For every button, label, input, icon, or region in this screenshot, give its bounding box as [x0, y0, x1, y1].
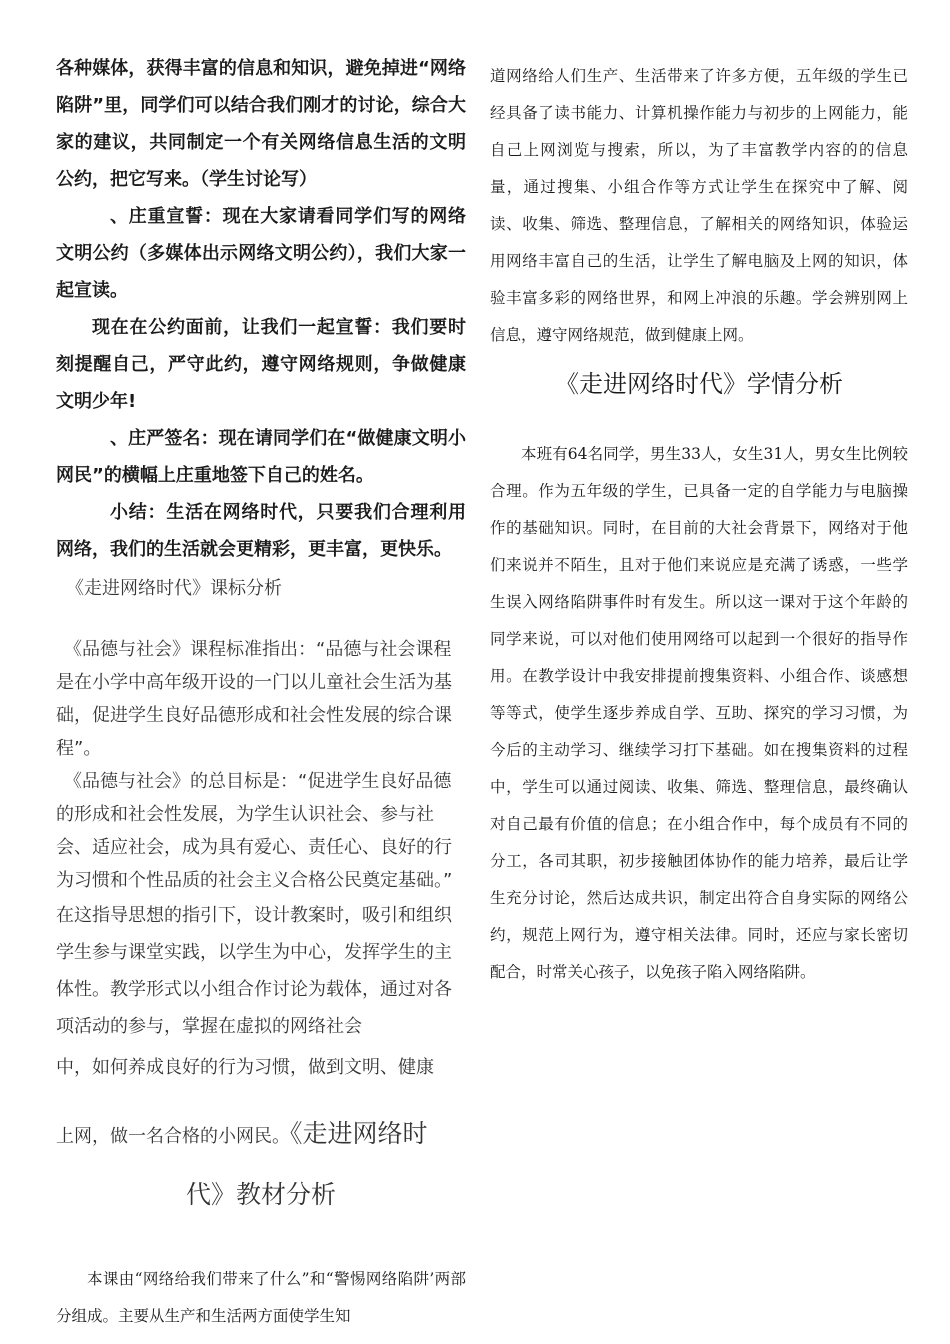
kebiao-paragraph-3-end: 上网，做一名合格的小网民。《走进网络时: [56, 1119, 428, 1148]
jiaocai-title-cont: 代》教材分析: [185, 1180, 336, 1209]
xueqing-title: 《走进网络时代》学情分析: [555, 370, 843, 398]
right-column: [490, 0, 908, 991]
paragraph-convention: 各种媒体，获得丰富的信息和知识，避免掉进“网络陷阱”里，同学们可以结合我们刚才的讨论，综合大家的建议，共同制定一个有关网络信息生活的文明公约，把它写来。（学生讨论写）: [56, 58, 466, 190]
jiaocai-paragraph: 本课由“网络给我们带来了什么”和“警惕网络陷阱’两部分组成。主要从生产和生活两方面使学生知: [56, 1270, 466, 1325]
paragraph-summary: 小结：生活在网络时代，只要我们合理利用网络，我们的生活就会更精彩，更丰富，更快乐。: [56, 502, 466, 560]
kebiao-paragraph-3: 在这指导思想的指引下，设计教案时，吸引和组织学生参与课堂实践，以学生为中心，发挥学生的主体性。教学形式以小组合作讨论为载体，通过对各项活动的参与，掌握在虚拟的网络社会: [56, 905, 452, 1037]
paragraph-oath: 现在在公约面前，让我们一起宣誓：我们要时刻提醒自己，严守此约，遵守网络规则，争做健康文明少年!: [56, 317, 466, 412]
kebiao-paragraph-2: 《品德与社会》的总目标是：“促进学生良好品德的形成和社会性发展，为学生认识社会、参与社会、适应社会，成为具有爱心、责任心、良好的行为习惯和个性品质的社会主义合格公民奠定基础。”: [56, 771, 453, 891]
left-column: [56, 0, 466, 1335]
kebiao-title: 《走进网络时代》课标分析: [66, 578, 282, 599]
xueqing-paragraph: 本班有64名同学，男生33人，女生31人，男女生比例较合理。作为五年级的学生，已具备一定的自学能力与电脑操作的基础知识。同时，在目前的大社会背景下，网络对于他们来说并不陌生，且对于他们来说应是充满了诱惑，一些学生误入网络陷阱事件时有发生。所以这一课对于这个年龄的同学来说，可以对他们使用网络可以起到一个很好的指导作用。在教学设计中我安排提前搜集资料、小组合作、谈感想等等式，使学生逐步养成自学、互助、探究的学习习惯，为今后的主动学习、继续学习打下基础。如在搜集资料的过程中，学生可以通过阅读、收集、筛选、整理信息，最终确认对自己最有价值的信息；在小组合作中，每个成员有不同的分工，各司其职，初步接触团体协作的能力培养，最后让学生充分讨论，然后达成共识，制定出符合自身实际的网络公约，规范上网行为，遵守相关法律。同时，还应与家长密切配合，时常关心孩子，以免孩子陷入网络陷阱。: [490, 445, 908, 981]
paragraph-signature: 、庄严签名：现在请同学们在“做健康文明小网民”的横幅上庄重地签下自己的姓名。: [56, 428, 466, 486]
jiaocai-paragraph-cont: 道网络给人们生产、生活带来了许多方便，五年级的学生已经具备了读书能力、计算机操作能力与初步的上网能力，能自己上网浏览与搜索，所以，为了丰富教学内容的的信息量，通过搜集、小组合作等方式让学生在探究中了解、阅读、收集、筛选、整理信息，了解相关的网络知识，体验运用网络丰富自己的生活，让学生了解电脑及上网的知识，体验丰富多彩的网络世界，和网上冲浪的乐趣。学会辨别网上信息，遵守网络规范，做到健康上网。: [490, 67, 908, 344]
jiaocai-title: 《走进网络时: [290, 1119, 428, 1148]
kebiao-paragraph-1: 《品德与社会》课程标准指出：“品德与社会课程是在小学中高年级开设的一门以儿童社会生活为基础，促进学生良好品德形成和社会性发展的综合课程”。: [56, 639, 452, 759]
paragraph-oath-intro: 、庄重宣誓：现在大家请看同学们写的网络文明公约（多媒体出示网络文明公约），我们大家一起宣读。: [56, 206, 466, 301]
kebiao-paragraph-3-cont: 中，如何养成良好的行为习惯，做到文明、健康: [56, 1057, 434, 1078]
